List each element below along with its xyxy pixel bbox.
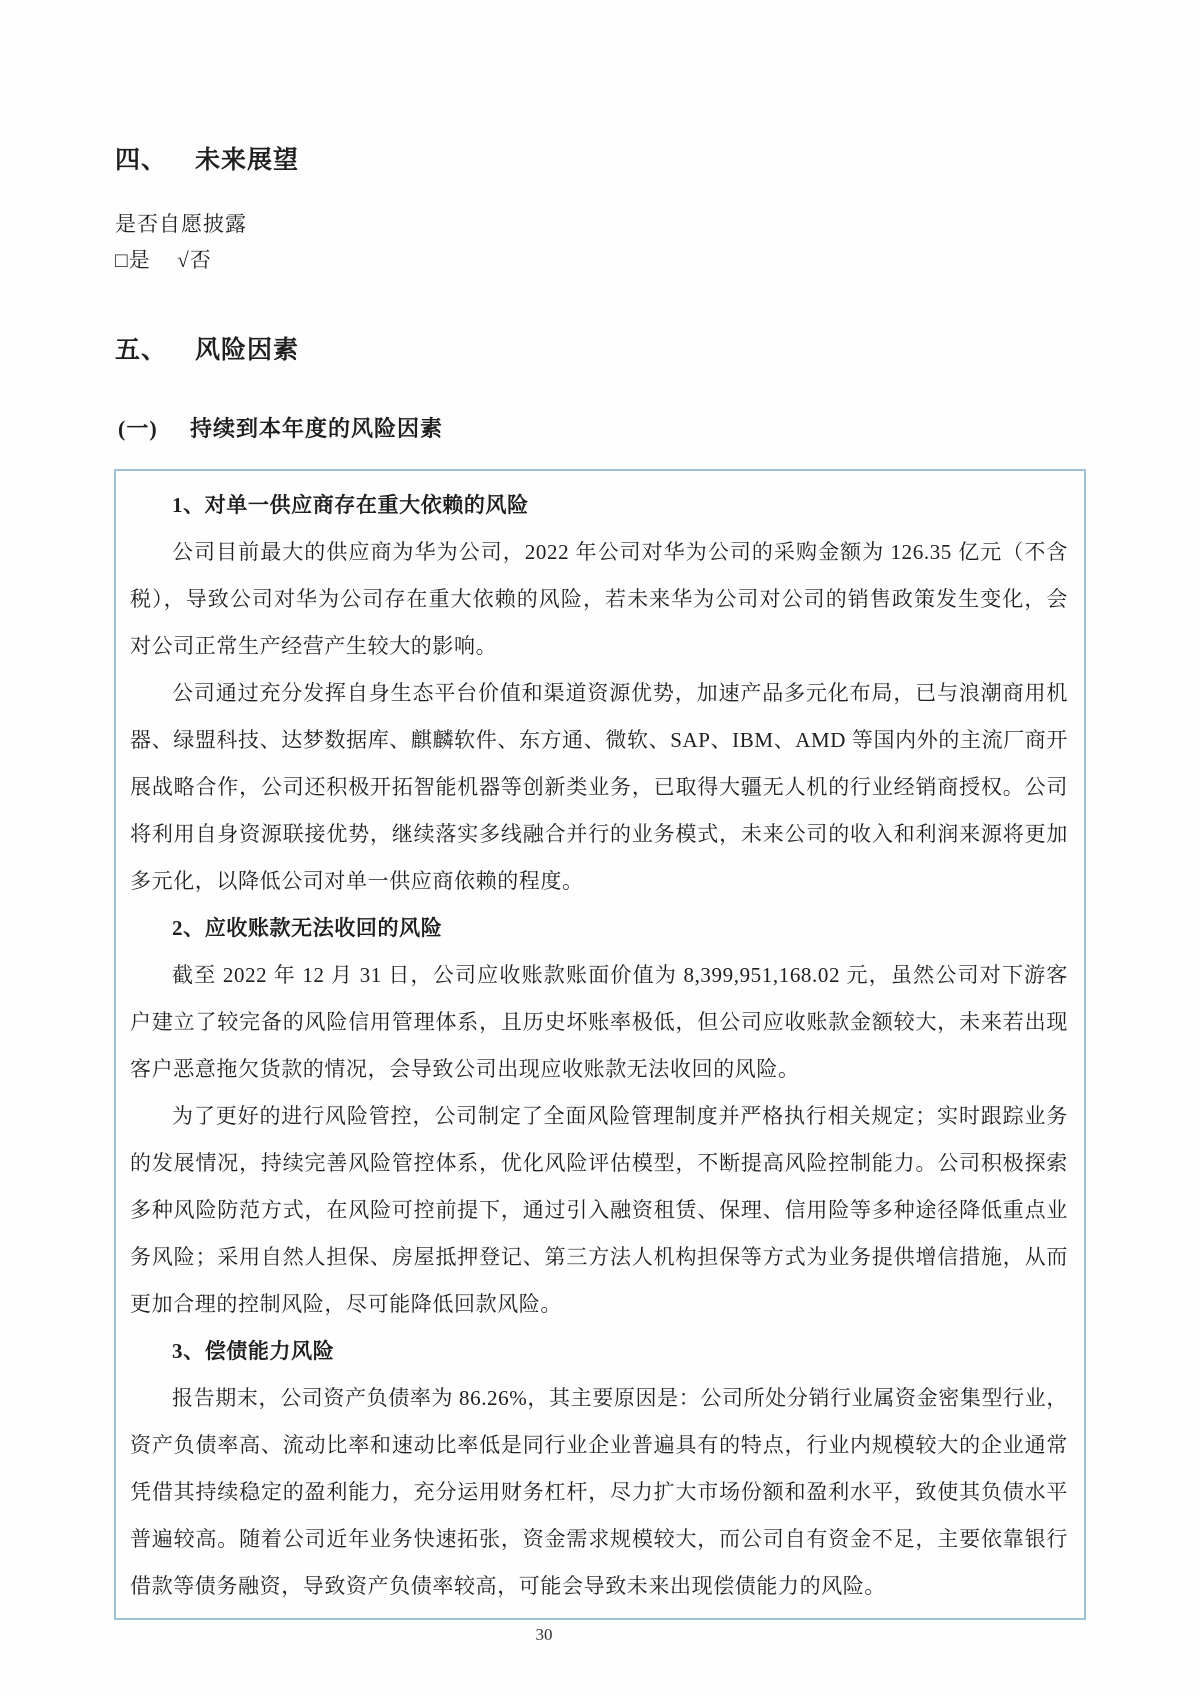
section-heading-future-outlook	[0, 0, 1200, 176]
risk-paragraph: 公司通过充分发挥自身生态平台价值和渠道资源优势，加速产品多元化布局，已与浪潮商用机器、绿盟科技、达梦数据库、麒麟软件、东方通、微软、SAP、IBM、AMD 等国内外的主流厂商开展战略合作，公司还积极开拓智能机器等创新类业务，已取得大疆无人机的行业经销商授权。公司将利用自身资源联接优势，继续落实多线融合并行的业务模式，未来公司的收入和利润来源将更加多元化，以降低公司对单一供应商依赖的程度。	[130, 681, 1068, 893]
page-number: 30	[535, 1625, 553, 1644]
risk-paragraph: 截至 2022 年 12 月 31 日，公司应收账款账面价值为 8,399,951,168.02 元，虽然公司对下游客户建立了较完备的风险信用管理体系，且历史坏账率极低，但公司应收账款金额较大，未来若出现客户恶意拖欠货款的情况，会导致公司出现应收账款无法收回的风险。	[130, 963, 1068, 1081]
subsection-heading-continuing-risks	[118, 412, 1200, 443]
section-title: 风险因素	[195, 337, 300, 364]
disclosure-question: 是否自愿披露	[115, 212, 247, 236]
checkbox-yes: □是	[115, 248, 151, 272]
section-number: 四、	[115, 147, 168, 174]
voluntary-disclosure-block	[115, 206, 1200, 278]
section-number: 五、	[115, 337, 168, 364]
risk-paragraph: 报告期末，公司资产负债率为 86.26%，其主要原因是：公司所处分销行业属资金密集型行业，资产负债率高、流动比率和速动比率低是同行业企业普遍具有的特点，行业内规模较大的企业通常凭借其持续稳定的盈利能力，充分运用财务杠杆，尽力扩大市场份额和盈利水平，致使其负债水平普遍较高。随着公司近年业务快速拓张，资金需求规模较大，而公司自有资金不足，主要依靠银行借款等债务融资，导致资产负债率较高，可能会导致未来出现偿债能力的风险。	[130, 1386, 1068, 1598]
risk-item-heading: 2、应收账款无法收回的风险	[172, 916, 443, 940]
subsection-number: (一)	[118, 416, 158, 441]
risk-item-heading: 3、偿债能力风险	[172, 1339, 335, 1363]
risk-paragraph: 公司目前最大的供应商为华为公司，2022 年公司对华为公司的采购金额为 126.35 亿元（不含税），导致公司对华为公司存在重大依赖的风险，若未来华为公司对公司的销售政策发生变化，会对公司正常生产经营产生较大的影响。	[130, 540, 1068, 658]
section-heading-risk-factors	[0, 330, 1200, 366]
section-title: 未来展望	[195, 147, 300, 174]
disclosure-options	[115, 242, 1200, 278]
checkmark-no: √否	[177, 248, 212, 272]
subsection-title: 持续到本年度的风险因素	[190, 416, 444, 441]
risk-paragraph: 为了更好的进行风险管控，公司制定了全面风险管理制度并严格执行相关规定；实时跟踪业务的发展情况，持续完善风险管控体系，优化风险评估模型，不断提高风险控制能力。公司积极探索多种风险防范方式，在风险可控前提下，通过引入融资租赁、保理、信用险等多种途径降低重点业务风险；采用自然人担保、房屋抵押登记、第三方法人机构担保等方式为业务提供增信措施，从而更加合理的控制风险，尽可能降低回款风险。	[130, 1104, 1068, 1316]
risk-item-heading: 1、对单一供应商存在重大依赖的风险	[172, 493, 529, 517]
risk-factors-box	[114, 469, 1086, 1620]
